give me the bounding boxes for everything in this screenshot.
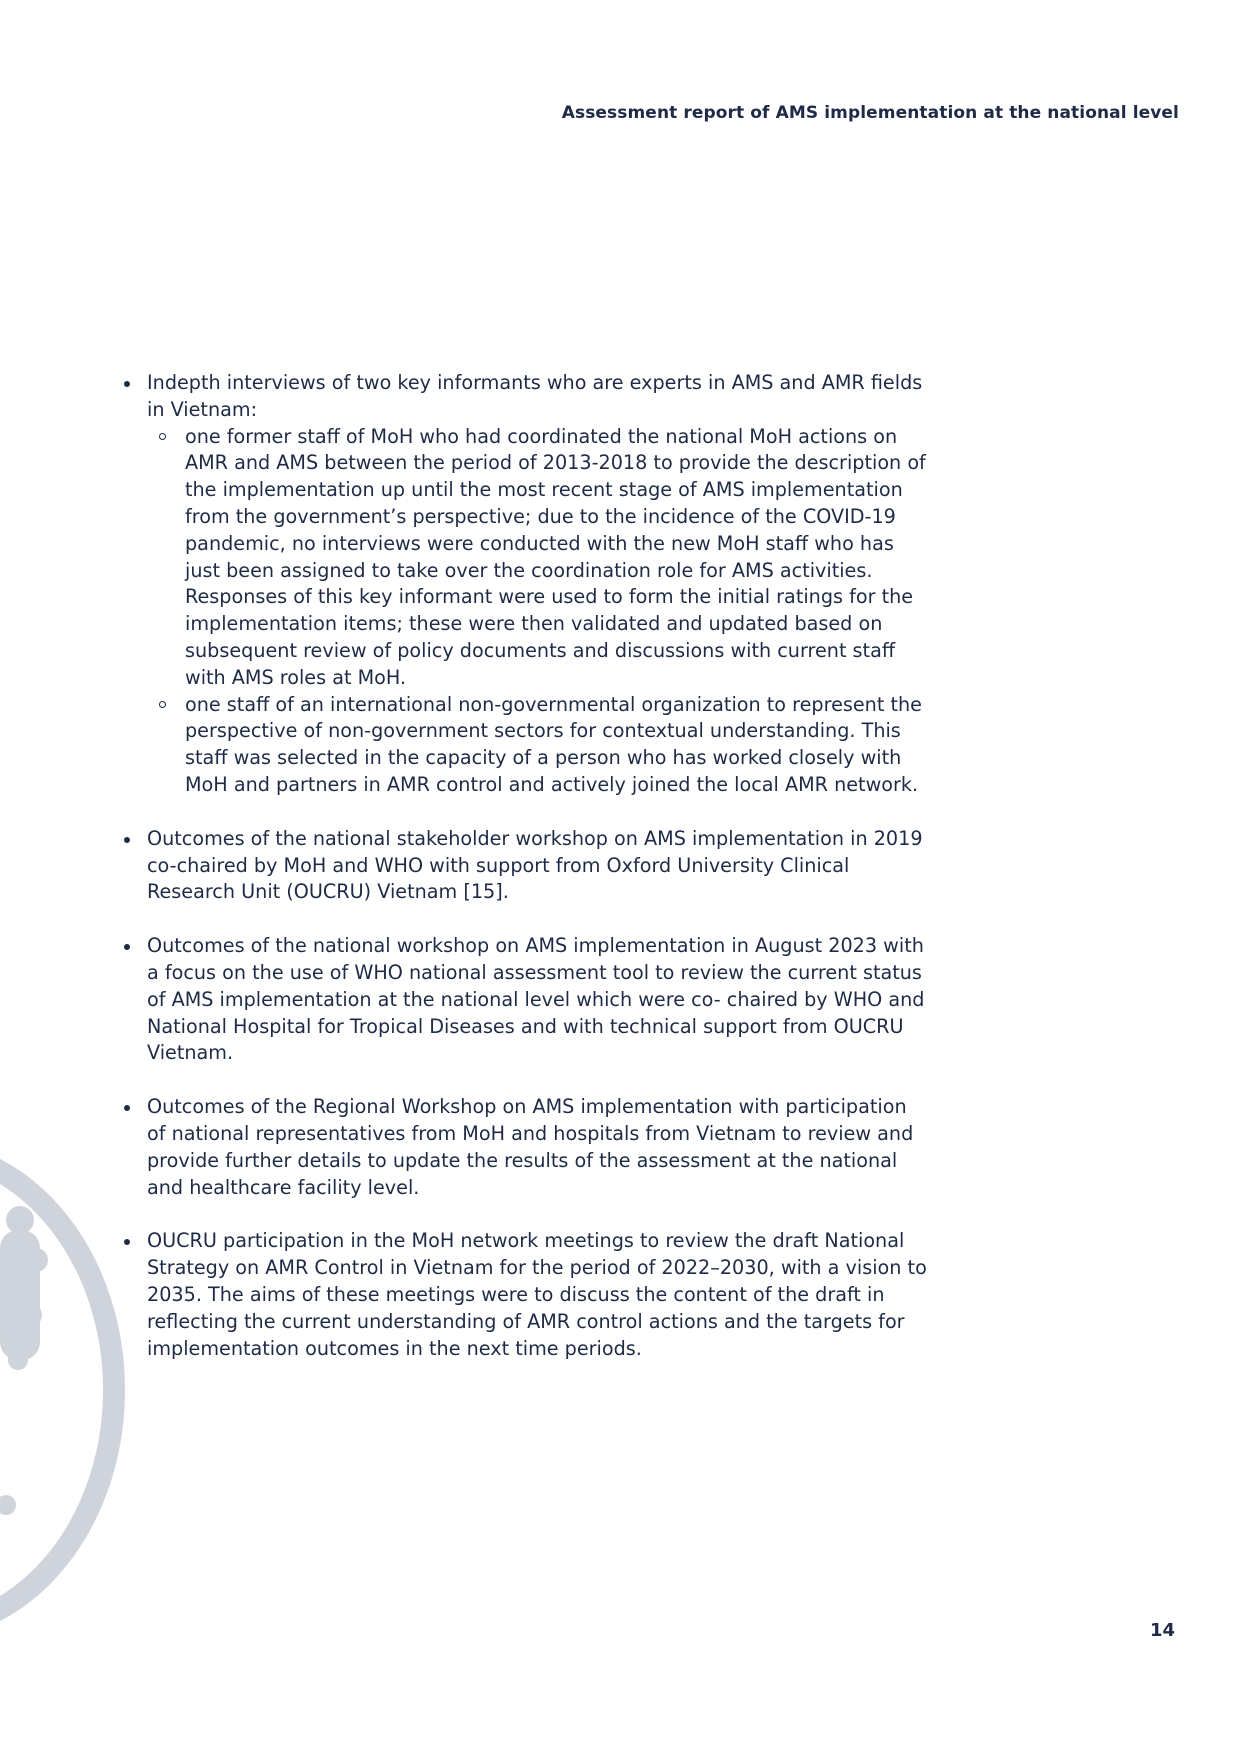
bullet-text: Outcomes of the national stakeholder workshop on AMS implementation in 2019 co-chaired by MoH and WHO with support from Oxford University Clinical Research Unit (OUCRU) Vietnam [15]. xyxy=(147,826,923,904)
sub-bullet-item-ngo-staff: one staff of an international non-governmental organization to represent the perspective of non-government sectors for contextual understanding. This staff was selected in the capacity of a person who has worked closely with MoH and partners in AMR control and actively joined the local AMR network. xyxy=(147,692,927,799)
sub-bullet-list xyxy=(147,424,927,799)
bullet-text: OUCRU participation in the MoH network meetings to review the draft National Strategy on AMR Control in Vietnam for the period of 2022–2030, with a vision to 2035. The aims of these meetings were to discuss the content of the draft in reflecting the current understanding of AMR control actions and the targets for implementation outcomes in the next time periods. xyxy=(147,1229,927,1360)
bullet-text: Outcomes of the Regional Workshop on AMS implementation with participation of national representatives from MoH and hospitals from Vietnam to review and provide further details to update the results of the assessment at the national and healthcare facility level. xyxy=(147,1095,914,1199)
page-number: 14 xyxy=(1149,1620,1175,1641)
body-content xyxy=(117,370,927,1389)
bullet-item-regional-workshop xyxy=(117,1094,927,1201)
bullet-list xyxy=(117,370,927,1362)
bullet-text: Outcomes of the national workshop on AMS implementation in August 2023 with a focus on the use of WHO national assessment tool to review the current status of AMS implementation at the national level which were co- chaired by WHO and National Hospital for Tropical Diseases and with technical support from OUCRU Vietnam. xyxy=(147,934,925,1065)
running-header: Assessment report of AMS implementation at the national level xyxy=(561,103,1179,123)
sub-bullet-item-former-moh-staff: one former staff of MoH who had coordinated the national MoH actions on AMR and AMS between the period of 2013-2018 to provide the description of the implementation up until the most recent stage of AMS implementation from the government’s perspective; due to the incidence of the COVID-19 pandemic, no interviews were conducted with the new MoH staff who has just been assigned to take over the coordination role for AMS activities. Responses of this key informant were used to form the initial ratings for the implementation items; these were then validated and updated based on subsequent review of policy documents and discussions with current staff with AMS roles at MoH. xyxy=(147,424,927,692)
bullet-item-national-workshop-2023 xyxy=(117,933,927,1067)
bullet-item-stakeholder-workshop-2019 xyxy=(117,826,927,906)
bullet-item-moh-network-meetings xyxy=(117,1228,927,1362)
bullet-item-key-informant-interviews xyxy=(117,370,927,799)
bullet-text: Indepth interviews of two key informants who are experts in AMS and AMR fields in Vietnam: xyxy=(147,371,923,421)
